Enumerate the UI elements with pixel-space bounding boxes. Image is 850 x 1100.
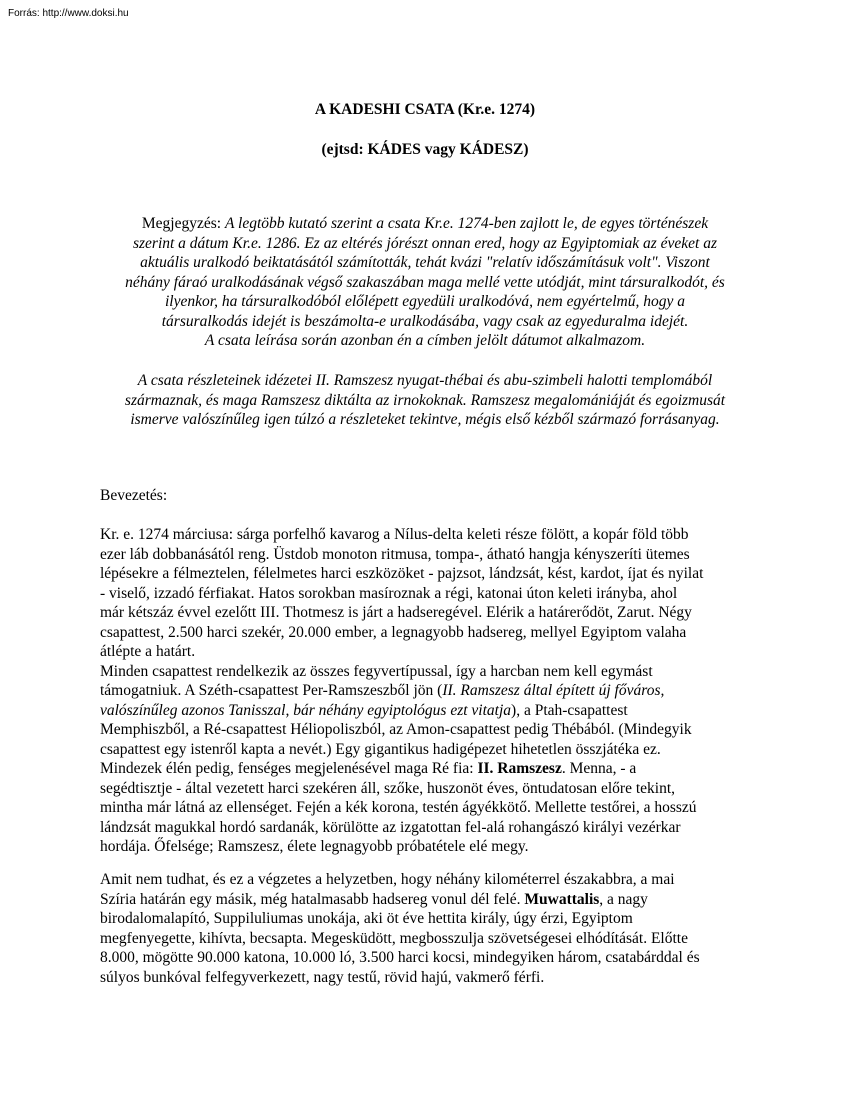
quote-note-block (100, 371, 750, 430)
paragraph-line: Memphiszből, a Ré-csapattest Héliopoliszból, az Amon-csapattest pedig Thébából. (Mindegyik (100, 721, 692, 738)
text-run: ), a Ptah-csapattest (511, 701, 628, 719)
muwattalis-name: Muwattalis (524, 890, 600, 908)
text-run-italic: valószínűleg azonos Tanisszal, bár néhány egyiptológus ezt vitatja (100, 701, 512, 719)
text-run: , a nagy (599, 890, 648, 908)
paragraph-line: már kétszáz évvel ezelőtt III. Thotmesz is járt a hadseregével. Elérik a határerődöt, Zarut. Négy (100, 604, 692, 621)
note-block (100, 214, 750, 351)
note-line: társuralkodás idejét is beszámolta-e uralkodásába, vagy csak az egyeduralma idejét. (161, 312, 689, 330)
note-line: A csata leírása során azonban én a címben jelölt dátumot alkalmazom. (204, 332, 646, 349)
source-label: Forrás: http://www.doksi.hu (8, 8, 129, 19)
note-line: néhány fáraó uralkodásának végső szakaszában maga mellé vette utódját, mint társuralkodót, és (125, 273, 725, 291)
paragraph-line: - viselő, izzadó férfiakat. Hatos sorokban masíroznak a régi, katonai úton keleti irányba, ahol (100, 584, 678, 602)
paragraph-3 (100, 870, 760, 987)
paragraph-1 (100, 525, 760, 857)
paragraph-line: lépésekre a félmeztelen, félelmetes harci eszközöket - pajzsot, lándzsát, kést, kardot, íjat és nyilat (100, 565, 704, 582)
paragraph-line: súlyos bunkóval felfegyverkezett, nagy testű, rövid hajú, vakmerő férfi. (100, 968, 545, 986)
document-title: A KADESHI CSATA (Kr.e. 1274) (314, 101, 536, 118)
intro-heading: Bevezetés: (100, 487, 168, 504)
paragraph-line: birodalomalapító, Suppiluliumas unokája, aki öt éve hettita király, úgy érzi, Egyiptom (100, 910, 633, 927)
text-run-italic: II. Ramszesz által épített új főváros, (442, 682, 665, 699)
paragraph-line: csapattest, 2.500 harci szekér, 20.000 ember, a legnagyobb hadsereg, mellyel Egyiptom valaha (100, 623, 687, 641)
note-line: szerint a dátum Kr.e. 1286. Ez az eltérés jórészt onnan ered, hogy az Egyiptomiak az éveket az (132, 234, 718, 252)
text-run: Szíria határán egy másik, még hatalmasabb hadsereg vonul dél felé. (100, 890, 525, 908)
text-run: Mindezek élén pedig, fenséges megjelenésével maga Ré fia: (100, 760, 478, 777)
quote-note-line: A csata részleteinek idézetei II. Ramszesz nyugat-thébai és abu-szimbeli halotti templomából (137, 372, 713, 389)
paragraph-line (100, 701, 760, 721)
text-run: . Menna, - a (561, 760, 637, 777)
paragraph-line (100, 890, 760, 910)
quote-note-line: származnak, és maga Ramszesz diktálta az irnokoknak. Ramszesz megalomániáját és egoizmusát (124, 391, 726, 409)
note-line: aktuális uralkodó beiktatásától számították, tehát kvázi "relatív időszámításuk volt". Viszont (140, 254, 710, 271)
paragraph-line (100, 681, 760, 701)
paragraph-line: hordája. Őfelsége; Ramszesz, élete legnagyobb próbatétele elé megy. (100, 838, 529, 855)
paragraph-line: Amit nem tudhat, és ez a végzetes a helyzetben, hogy néhány kilométerrel északabbra, a mai (100, 871, 675, 888)
ramses-name: II. Ramszesz (477, 760, 562, 777)
paragraph-line (100, 759, 760, 779)
paragraph-line: Kr. e. 1274 márciusa: sárga porfelhő kavarog a Nílus-delta keleti része fölött, a kopár föld több (100, 526, 689, 543)
note-label: Megjegyzés: (141, 215, 225, 232)
note-line: ilyenkor, ha társuralkodóból előlépett egyedüli uralkodóvá, nem egyértelmű, hogy a (165, 293, 685, 310)
paragraph-line: mintha már látná az ellenséget. Fején a kék korona, testén ágyékkötő. Mellette testőrei, a hosszú (100, 799, 697, 816)
document-subtitle: (ejtsd: KÁDES vagy KÁDESZ) (321, 141, 529, 158)
text-run: támogatniuk. A Széth-csapattest Per-Ramszeszből jön ( (100, 682, 443, 699)
paragraph-line: segédtisztje - által vezetett harci szekéren áll, szőke, huszonöt éves, öntudatosan előre tekint, (100, 779, 675, 797)
paragraph-line: 8.000, mögötte 90.000 katona, 10.000 ló, 3.500 harci kocsi, mindegyiken három, csatabárddal és (100, 949, 700, 966)
paragraph-line: átlépte a határt. (100, 643, 196, 660)
quote-note-line: ismerve valószínűleg igen túlzó a részleteket tekintve, mégis első kézből származó forrásanyag. (130, 411, 720, 428)
paragraph-line: megfenyegette, kihívta, becsapta. Megesküdött, megbosszulja szövetségesei elhódítását. Előtte (100, 929, 688, 947)
paragraph-line: ezer láb dobbanásától reng. Üstdob monoton ritmusa, tompa-, átható hangja kényszeríti ütemes (100, 545, 690, 563)
paragraph-line: lándzsát magukkal hordó sardanák, körülötte az izgatottan fel-alá rohangászó királyi vezérkar (100, 818, 681, 836)
paragraph-line: Minden csapattest rendelkezik az összes fegyvertípussal, így a harcban nem kell egymást (100, 662, 653, 680)
note-text: A legtöbb kutató szerint a csata Kr.e. 1274-ben zajlott le, de egyes történészek (224, 215, 709, 232)
note-line (100, 214, 750, 234)
paragraph-line: csapattest egy istenről kapta a nevét.) Egy gigantikus hadigépezet hihetetlen összjátéka ez. (100, 740, 661, 758)
